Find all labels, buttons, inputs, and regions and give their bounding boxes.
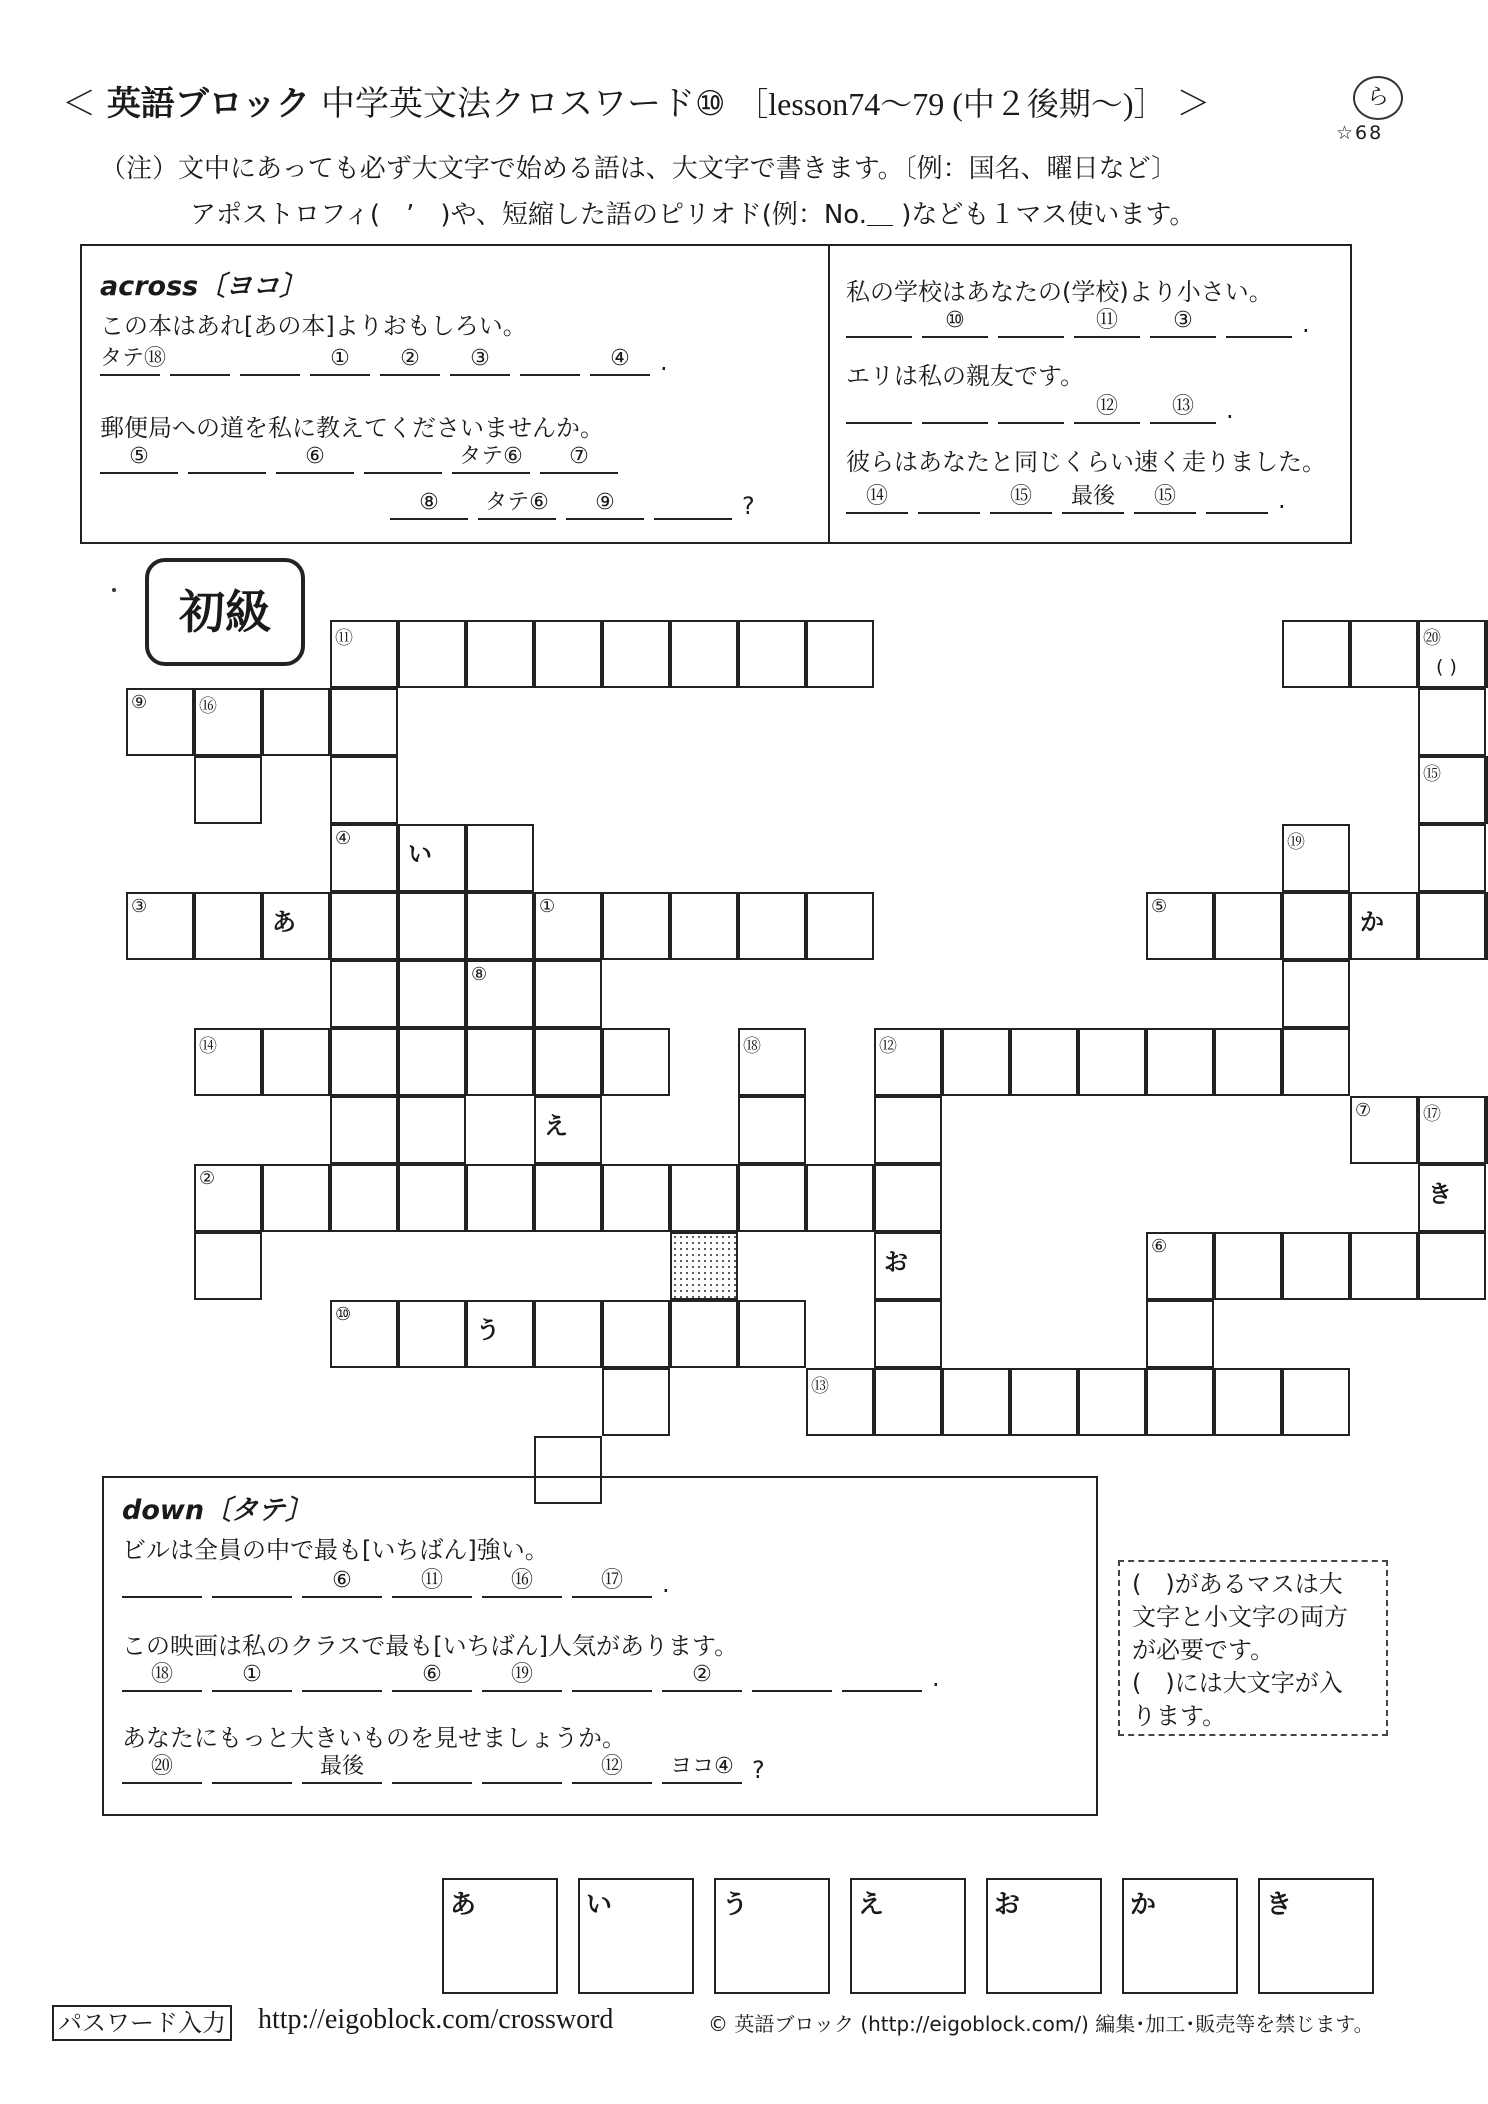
grid-cell[interactable]	[602, 1028, 670, 1096]
sentence-end-mark: ?	[742, 492, 755, 520]
answer-blank[interactable]: ⑮	[1134, 482, 1196, 514]
grid-cell[interactable]	[398, 1096, 466, 1164]
answer-blank[interactable]	[302, 1660, 382, 1692]
answer-blank[interactable]	[572, 1660, 652, 1692]
answer-blank[interactable]	[1226, 306, 1292, 338]
grid-cell[interactable]	[330, 1096, 398, 1164]
answer-blank[interactable]	[212, 1752, 292, 1784]
clue-number: ⑮	[1423, 764, 1441, 785]
grid-cell[interactable]	[194, 756, 262, 824]
password-letter-marker: あ	[272, 908, 296, 936]
answer-blank[interactable]: ⑬	[1150, 392, 1216, 424]
grid-cell[interactable]	[194, 1232, 262, 1300]
grid-cell[interactable]	[942, 1028, 1010, 1096]
grid-cell[interactable]	[670, 892, 738, 960]
shaded-cell	[670, 1232, 738, 1300]
grid-cell[interactable]	[1418, 756, 1486, 824]
down-clue-3-blanks	[122, 1752, 765, 1784]
password-letter-marker: う	[476, 1316, 500, 1344]
grid-cell[interactable]	[330, 892, 398, 960]
password-letter-marker: き	[1428, 1180, 1452, 1208]
grid-cell[interactable]	[602, 892, 670, 960]
across-clue-2-text: 郵便局への道を私に教えてくださいませんか。	[100, 414, 604, 442]
grid-cell[interactable]	[398, 824, 466, 892]
answer-blank[interactable]	[842, 1660, 922, 1692]
grid-cell[interactable]	[670, 620, 738, 688]
grid-cell[interactable]	[806, 892, 874, 960]
sentence-end-mark: .	[1226, 396, 1234, 424]
answer-blank[interactable]	[520, 344, 580, 376]
password-box[interactable]	[578, 1878, 694, 1994]
password-box[interactable]	[986, 1878, 1102, 1994]
grid-cell[interactable]	[1282, 960, 1350, 1028]
answer-blank[interactable]: ⑤	[100, 442, 178, 474]
answer-blank[interactable]	[918, 482, 980, 514]
across-heading: across〔ヨコ〕	[100, 271, 307, 302]
copyright-notice: © 英語ブロック (http://eigoblock.com/) 編集･加工･販売等を禁じます。	[708, 2012, 1374, 2036]
answer-blank[interactable]	[752, 1660, 832, 1692]
grid-cell[interactable]	[1146, 1368, 1214, 1436]
grid-cell[interactable]	[1350, 1096, 1418, 1164]
grid-cell[interactable]	[398, 1028, 466, 1096]
answer-blank[interactable]: ①	[310, 344, 370, 376]
grid-cell[interactable]	[942, 1368, 1010, 1436]
grid-cell[interactable]	[534, 1028, 602, 1096]
grid-cell[interactable]	[1146, 1232, 1214, 1300]
grid-cell[interactable]	[262, 1164, 330, 1232]
password-box-label: お	[994, 1890, 1021, 1920]
across-box-divider	[828, 244, 830, 542]
password-box-label: か	[1130, 1890, 1157, 1920]
grid-cell[interactable]	[738, 1028, 806, 1096]
lesson-range: ［lesson74～79 (中２後期～)］	[736, 86, 1166, 122]
grid-cell[interactable]	[670, 1164, 738, 1232]
clue-number: ⑪	[335, 628, 353, 649]
grid-cell[interactable]	[330, 688, 398, 756]
across-clue-3-text: 私の学校はあなたの(学校)より小さい。	[846, 278, 1273, 306]
answer-blank[interactable]: ⑥	[302, 1566, 382, 1598]
grid-cell[interactable]	[330, 960, 398, 1028]
level-badge: 初級	[145, 558, 305, 666]
clue-number: ⑰	[1423, 1104, 1441, 1125]
grid-cell[interactable]	[1282, 620, 1350, 688]
title-bracket-left: ＜	[62, 84, 96, 124]
grid-cell[interactable]	[466, 1164, 534, 1232]
password-box[interactable]	[1122, 1878, 1238, 1994]
answer-blank[interactable]	[482, 1752, 562, 1784]
grid-cell[interactable]	[806, 620, 874, 688]
down-clue-2-blanks	[122, 1660, 940, 1692]
grid-cell[interactable]	[466, 960, 534, 1028]
grid-cell[interactable]	[534, 620, 602, 688]
grid-cell[interactable]	[1350, 620, 1418, 688]
grid-cell[interactable]	[262, 1028, 330, 1096]
grid-cell[interactable]	[1146, 1300, 1214, 1368]
answer-blank[interactable]: ⑫	[1074, 392, 1140, 424]
password-entry-label: パスワード入力	[52, 2005, 232, 2041]
grid-cell[interactable]	[602, 620, 670, 688]
grid-cell[interactable]	[1214, 1368, 1282, 1436]
grid-cell[interactable]	[534, 1300, 602, 1368]
password-box-label: あ	[450, 1890, 477, 1920]
answer-blank[interactable]	[392, 1752, 472, 1784]
answer-blank[interactable]: ⑯	[482, 1566, 562, 1598]
grid-cell[interactable]	[602, 1368, 670, 1436]
worksheet-name: 中学英文法クロスワード⑩	[320, 84, 726, 124]
grid-cell[interactable]	[1350, 1232, 1418, 1300]
answer-blank[interactable]: ⑨	[566, 488, 644, 520]
clue-number: ⑭	[199, 1036, 217, 1057]
grid-cell[interactable]	[874, 1096, 942, 1164]
answer-blank[interactable]: ③	[450, 344, 510, 376]
across-clue-5-blanks	[846, 482, 1286, 514]
grid-cell[interactable]	[874, 1368, 942, 1436]
answer-blank[interactable]	[846, 392, 912, 424]
worksheet-title	[62, 76, 1210, 125]
grid-cell[interactable]	[194, 892, 262, 960]
clue-number: ③	[131, 896, 148, 917]
grid-cell[interactable]	[602, 1164, 670, 1232]
answer-blank[interactable]: ①	[212, 1660, 292, 1692]
grid-cell[interactable]	[1214, 1028, 1282, 1096]
grid-cell[interactable]	[194, 1164, 262, 1232]
grid-cell[interactable]	[1282, 824, 1350, 892]
grid-cell[interactable]	[1146, 892, 1214, 960]
grid-cell[interactable]	[466, 1300, 534, 1368]
title-bracket-right: ＞	[1176, 84, 1211, 124]
answer-blank[interactable]: ②	[380, 344, 440, 376]
answer-blank[interactable]	[846, 306, 912, 338]
grid-cell[interactable]	[1418, 892, 1486, 960]
grid-cell[interactable]	[602, 1300, 670, 1368]
clue-number: ⑳	[1423, 628, 1441, 649]
sentence-end-mark: .	[1278, 486, 1286, 514]
clue-number: ⑨	[131, 692, 148, 713]
grid-cell[interactable]	[1418, 688, 1486, 756]
grid-cell[interactable]	[1418, 824, 1486, 892]
grid-cell[interactable]	[1214, 892, 1282, 960]
clue-number: ⑲	[1287, 832, 1305, 853]
down-clue-2-text: この映画は私のクラスで最も[いちばん]人気があります。	[122, 1632, 739, 1660]
grid-cell[interactable]	[738, 1300, 806, 1368]
hint-box	[1118, 1560, 1388, 1736]
answer-blank[interactable]: ⑭	[846, 482, 908, 514]
grid-cell[interactable]	[330, 756, 398, 824]
across-clue-2-blanks-row2	[390, 488, 755, 520]
grid-cell[interactable]	[1350, 892, 1418, 960]
password-url[interactable]: http://eigoblock.com/crossword	[258, 2004, 614, 2035]
answer-blank[interactable]: タテ⑱	[100, 344, 160, 376]
grid-cell[interactable]	[738, 892, 806, 960]
across-clue-3-blanks	[846, 306, 1310, 338]
password-box[interactable]	[442, 1878, 558, 1994]
grid-cell[interactable]	[1418, 1164, 1486, 1232]
clue-number: ⑯	[199, 696, 217, 717]
down-clue-1-blanks	[122, 1566, 670, 1598]
clue-number: ⑦	[1355, 1100, 1372, 1121]
grid-cell[interactable]	[1282, 1368, 1350, 1436]
grid-cell[interactable]	[330, 1164, 398, 1232]
grid-cell[interactable]	[1010, 1028, 1078, 1096]
across-clue-4-text: エリは私の親友です。	[846, 362, 1085, 390]
answer-blank[interactable]: ⑥	[276, 442, 354, 474]
answer-blank[interactable]: ⑰	[572, 1566, 652, 1598]
grid-cell[interactable]	[1418, 1096, 1486, 1164]
capital-letter-marker: ( )	[1436, 656, 1457, 678]
grid-cell[interactable]	[330, 1300, 398, 1368]
hint-line-4: ( )には大文字が入	[1132, 1669, 1343, 1697]
password-letter-marker: え	[544, 1112, 568, 1140]
grid-cell[interactable]	[1282, 1232, 1350, 1300]
grid-cell[interactable]	[126, 892, 194, 960]
answer-blank[interactable]: ⑮	[990, 482, 1052, 514]
answer-blank[interactable]	[998, 306, 1064, 338]
grid-cell[interactable]	[534, 1096, 602, 1164]
answer-blank[interactable]: ヨコ④	[662, 1752, 742, 1784]
clue-number: ⑫	[879, 1036, 897, 1057]
answer-blank[interactable]	[240, 344, 300, 376]
grid-cell[interactable]	[1418, 1232, 1486, 1300]
sentence-end-mark: .	[1302, 310, 1310, 338]
grid-cell[interactable]	[806, 1164, 874, 1232]
grid-cell[interactable]	[738, 1164, 806, 1232]
answer-blank[interactable]: ⑳	[122, 1752, 202, 1784]
grid-cell[interactable]	[194, 688, 262, 756]
password-box[interactable]	[714, 1878, 830, 1994]
grid-cell[interactable]	[1418, 620, 1486, 688]
across-clue-1-blanks	[100, 344, 668, 376]
password-box-label: い	[586, 1890, 613, 1920]
clue-number: ⑩	[335, 1304, 352, 1325]
grid-cell[interactable]	[738, 620, 806, 688]
clue-number: ②	[199, 1168, 216, 1189]
answer-blank[interactable]: ⑩	[922, 306, 988, 338]
answer-blank[interactable]: ⑪	[392, 1566, 472, 1598]
smile-face-icon: ら	[1353, 76, 1403, 120]
brand-logo-text: 英語ブロック	[106, 84, 311, 124]
password-letter-marker: か	[1360, 908, 1384, 936]
answer-blank[interactable]	[122, 1566, 202, 1598]
grid-cell[interactable]	[262, 688, 330, 756]
hint-line-5: ります。	[1132, 1702, 1227, 1730]
grid-cell[interactable]	[874, 1028, 942, 1096]
across-clue-4-blanks	[846, 392, 1234, 424]
grid-cell[interactable]	[330, 1028, 398, 1096]
clue-number: ⑥	[1151, 1236, 1168, 1257]
clue-number: ⑬	[811, 1376, 829, 1397]
down-heading: down〔タテ〕	[122, 1495, 313, 1526]
note-line-2: アポストロフィ( ’ )や、短縮した語のピリオド(例：No.＿ )なども１マス使います。	[190, 200, 1196, 230]
answer-blank[interactable]: ③	[1150, 306, 1216, 338]
answer-blank[interactable]: ⑦	[540, 442, 618, 474]
password-box[interactable]	[1258, 1878, 1374, 1994]
sentence-end-mark: .	[660, 348, 668, 376]
stray-dot	[112, 588, 116, 592]
answer-blank[interactable]	[170, 344, 230, 376]
answer-blank[interactable]: タテ⑥	[478, 488, 556, 520]
grid-cell[interactable]	[1078, 1368, 1146, 1436]
answer-blank[interactable]	[654, 488, 732, 520]
clue-number: ①	[539, 896, 556, 917]
sentence-end-mark: .	[932, 1664, 940, 1692]
grid-cell[interactable]	[874, 1300, 942, 1368]
password-box-label: え	[858, 1890, 885, 1920]
answer-blank[interactable]: ⑫	[572, 1752, 652, 1784]
grid-cell[interactable]	[1282, 892, 1350, 960]
answer-blank[interactable]: ⑱	[122, 1660, 202, 1692]
grid-cell[interactable]	[398, 960, 466, 1028]
sentence-end-mark: ?	[752, 1756, 765, 1784]
grid-cell[interactable]	[398, 1300, 466, 1368]
grid-cell[interactable]	[806, 1368, 874, 1436]
grid-cell[interactable]	[1078, 1028, 1146, 1096]
answer-blank[interactable]	[188, 442, 266, 474]
grid-cell[interactable]	[126, 688, 194, 756]
password-letter-marker: お	[884, 1248, 908, 1276]
answer-blank[interactable]: ⑲	[482, 1660, 562, 1692]
grid-cell[interactable]	[534, 892, 602, 960]
answer-blank[interactable]: ⑧	[390, 488, 468, 520]
grid-cell[interactable]	[1282, 1028, 1350, 1096]
difficulty-stars: ☆68	[1336, 122, 1384, 144]
grid-cell[interactable]	[194, 1028, 262, 1096]
grid-cell[interactable]	[466, 824, 534, 892]
answer-blank[interactable]: タテ⑥	[452, 442, 530, 474]
hint-line-3: が必要です。	[1132, 1636, 1275, 1664]
grid-cell[interactable]	[466, 620, 534, 688]
answer-blank[interactable]: ⑥	[392, 1660, 472, 1692]
grid-cell[interactable]	[1214, 1232, 1282, 1300]
clue-number: ④	[335, 828, 352, 849]
answer-blank[interactable]: 最後	[302, 1752, 382, 1784]
grid-cell[interactable]	[466, 1028, 534, 1096]
grid-cell[interactable]	[330, 620, 398, 688]
note-line-1: （注）文中にあっても必ず大文字で始める語は、大文字で書きます。〔例：国名、曜日など〕	[100, 154, 1178, 184]
down-clue-1-text: ビルは全員の中で最も[いちばん]強い。	[122, 1536, 549, 1564]
answer-blank[interactable]: ⑪	[1074, 306, 1140, 338]
grid-cell[interactable]	[670, 1300, 738, 1368]
answer-blank[interactable]	[212, 1566, 292, 1598]
answer-blank[interactable]	[364, 442, 442, 474]
sentence-end-mark: .	[662, 1570, 670, 1598]
grid-cell[interactable]	[534, 960, 602, 1028]
grid-cell[interactable]	[262, 892, 330, 960]
grid-cell[interactable]	[398, 1164, 466, 1232]
password-box[interactable]	[850, 1878, 966, 1994]
grid-cell[interactable]	[330, 824, 398, 892]
clue-number: ⑤	[1151, 896, 1168, 917]
grid-cell[interactable]	[874, 1164, 942, 1232]
answer-blank[interactable]	[922, 392, 988, 424]
across-clue-5-text: 彼らはあなたと同じくらい速く走りました。	[846, 448, 1326, 476]
answer-blank[interactable]: ②	[662, 1660, 742, 1692]
grid-cell[interactable]	[466, 892, 534, 960]
across-clue-1-text: この本はあれ[あの本]よりおもしろい。	[100, 312, 527, 340]
hint-line-2: 文字と小文字の両方	[1132, 1603, 1348, 1631]
answer-blank[interactable]: 最後	[1062, 482, 1124, 514]
across-clue-2-blanks-row1	[100, 442, 628, 474]
grid-cell[interactable]	[1010, 1368, 1078, 1436]
password-box-label: う	[722, 1890, 749, 1920]
answer-blank[interactable]	[1206, 482, 1268, 514]
answer-blank[interactable]	[998, 392, 1064, 424]
clue-number: ⑧	[471, 964, 488, 985]
grid-cell[interactable]	[398, 892, 466, 960]
grid-cell[interactable]	[398, 620, 466, 688]
password-box-label: き	[1266, 1890, 1293, 1920]
hint-line-1: ( )があるマスは大	[1132, 1570, 1343, 1598]
answer-blank[interactable]: ④	[590, 344, 650, 376]
password-letter-marker: い	[408, 840, 432, 868]
grid-cell[interactable]	[1146, 1028, 1214, 1096]
down-clue-3-text: あなたにもっと大きいものを見せましょうか。	[122, 1724, 626, 1752]
grid-cell[interactable]	[738, 1096, 806, 1164]
grid-cell[interactable]	[874, 1232, 942, 1300]
clue-number: ⑱	[743, 1036, 761, 1057]
grid-cell[interactable]	[534, 1164, 602, 1232]
